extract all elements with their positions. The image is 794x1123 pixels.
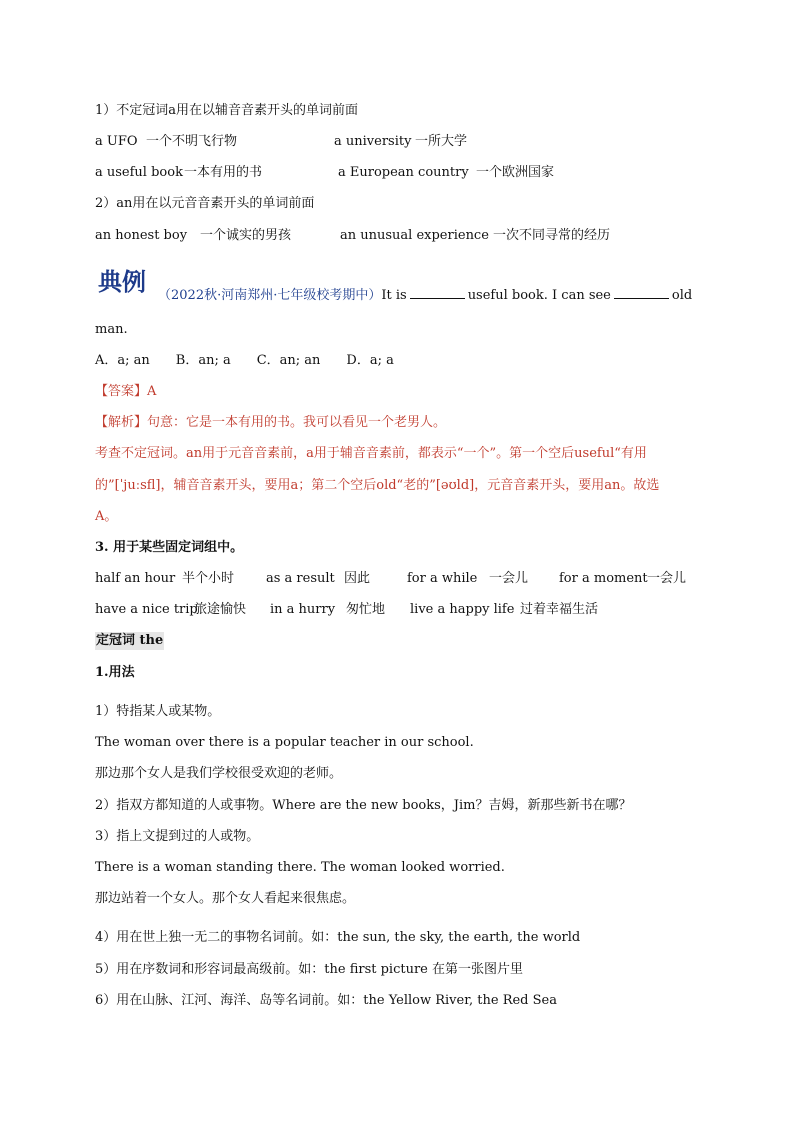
heading-fixed-phrases: 3. 用于某些固定词组中。 (95, 540, 244, 555)
phrase-en: an honest boy (95, 228, 188, 243)
answer-options: A．a; an B．an; a C．an; an D．a; a (95, 353, 394, 368)
usage-item: 5）用在序数词和形容词最高级前。如：the first picture 在第一张图片里 (95, 962, 524, 977)
question-text-4: man. (95, 322, 128, 337)
phrase-cn: 一次不同寻常的经历 (493, 228, 611, 243)
phrase-en: have a nice trip (95, 602, 198, 617)
heading-a-usage: 1）不定冠词a用在以辅音音素开头的单词前面 (95, 103, 359, 118)
usage-example-cn: 那边那个女人是我们学校很受欢迎的老师。 (95, 766, 343, 781)
answer-label: 【答案】A (95, 384, 157, 399)
heading-usage: 1.用法 (95, 665, 135, 680)
heading-definite-article: 定冠词 the (96, 633, 164, 648)
usage-example-en: There is a woman standing there. The woman looked worried. (95, 860, 505, 875)
question-text-3: old (671, 288, 693, 303)
answer-blank-2[interactable] (614, 287, 669, 299)
analysis-translation: 【解析】句意：它是一本有用的书。我可以看见一个老男人。 (95, 415, 447, 430)
phrase-en: for a while (407, 571, 478, 586)
example-logo-text: 典例 (98, 267, 146, 296)
phrase-cn: 过着幸福生活 (520, 602, 599, 617)
usage-item: 2）指双方都知道的人或事物。Where are the new books，Jim？吉姆，新那些新书在哪？ (95, 798, 632, 813)
question-text-1: It is (381, 288, 407, 303)
phrase-en: a UFO (95, 134, 138, 149)
phrase-cn: 一个诚实的男孩 (200, 228, 292, 243)
phrase-cn: 因此 (344, 571, 371, 586)
phrase-en: live a happy life (410, 602, 515, 617)
answer-blank-1[interactable] (410, 287, 465, 299)
usage-example-cn: 那边站着一个女人。那个女人看起来很焦虑。 (95, 891, 356, 906)
usage-item: 1）特指某人或某物。 (95, 704, 221, 719)
phrase-cn: 旅途愉快 (194, 602, 247, 617)
phrase-en: as a result (266, 571, 335, 586)
phrase-cn: 一个欧洲国家 (476, 165, 555, 180)
analysis-text: A。 (95, 509, 118, 524)
phrase-en: a European country (338, 165, 469, 180)
question-line (158, 287, 692, 305)
phrase-cn: 半个小时 (182, 571, 235, 586)
question-source: （2022秋·河南郑州·七年级校考期中） (158, 288, 382, 303)
usage-item: 3）指上文提到过的人或物。 (95, 829, 260, 844)
phrase-cn: 一本有用的书 (184, 165, 263, 180)
usage-item: 6）用在山脉、江河、海洋、岛等名词前。如：the Yellow River, the Red Sea (95, 993, 557, 1008)
analysis-text: 的”[ˈjuːsfl]，辅音音素开头，要用a；第二个空后old“老的”[əʊld]，元音音素开头，要用an。故选 (95, 478, 660, 493)
phrase-en: in a hurry (270, 602, 336, 617)
phrase-cn: 一会儿 (647, 571, 687, 586)
phrase-cn: 一个不明飞行物 (146, 134, 238, 149)
phrase-cn: 一会儿 (489, 571, 529, 586)
analysis-text: 考查不定冠词。an用于元音音素前，a用于辅音音素前，都表示“一个”。第一个空后useful“有用 (95, 446, 647, 461)
question-text-2: useful book. I can see (467, 288, 611, 303)
phrase-cn: 匆忙地 (346, 602, 386, 617)
usage-item: 4）用在世上独一无二的事物名词前。如：the sun, the sky, the earth, the world (95, 930, 581, 945)
usage-example-en: The woman over there is a popular teacher in our school. (95, 735, 474, 750)
phrase-en: an unusual experience (340, 228, 489, 243)
phrase-en: a useful book (95, 165, 183, 180)
heading-an-usage: 2）an用在以元音音素开头的单词前面 (95, 196, 315, 211)
example-logo (96, 266, 152, 296)
phrase-en: for a moment (559, 571, 648, 586)
phrase-en: half an hour (95, 571, 176, 586)
phrase-cn: 一所大学 (415, 134, 468, 149)
phrase-en: a university (334, 134, 412, 149)
